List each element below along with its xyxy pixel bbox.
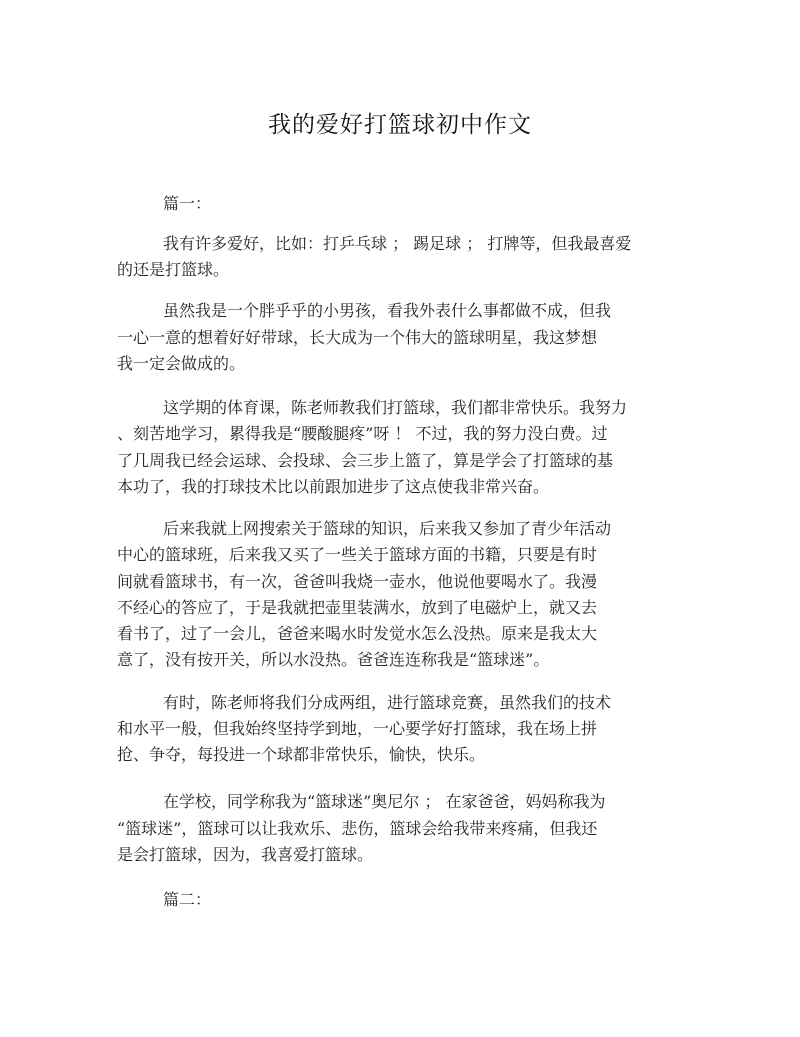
paragraph-1-line-2: 的还是打篮球。 [117, 260, 230, 279]
paragraph-4-line-2: 中心的篮球班，后来我又买了一些关于篮球方面的书籍，只要是有时 [117, 545, 598, 564]
document-title: 我的爱好打篮球初中作文 [268, 112, 532, 138]
paragraph-2-line-2: 一心一意的想着好好带球，长大成为一个伟大的篮球明星，我这梦想 [117, 328, 598, 347]
paragraph-6-line-3: 是会打篮球，因为，我喜爱打篮球。 [117, 845, 374, 864]
paragraph-2-line-1: 虽然我是一个胖乎乎的小男孩，看我外表什么事都做不成，但我 [163, 301, 612, 320]
paragraph-5-line-3: 抢、争夺，每投进一个球都非常快乐，愉快，快乐。 [117, 745, 486, 764]
paragraph-3-line-2: 、刻苦地学习，累得我是“腰酸腿疼”呀 ！ 不过，我的努力没白费。过 [117, 424, 608, 443]
section-label-1: 篇一： [163, 194, 212, 213]
paragraph-2-line-3: 我一定会做成的。 [117, 354, 246, 373]
paragraph-3-line-1: 这学期的体育课，陈老师教我们打篮球，我们都非常快乐。我努力 [163, 398, 628, 417]
paragraph-4-line-3: 间就看篮球书，有一次，爸爸叫我烧一壶水，他说他要喝水了。我漫 [117, 572, 598, 591]
paragraph-4-line-1: 后来我就上网搜索关于篮球的知识，后来我又参加了青少年活动 [163, 519, 612, 538]
paragraph-3-line-3: 了几周我已经会运球、会投球、会三步上篮了，算是学会了打篮球的基 [117, 451, 614, 470]
paragraph-6-line-1: 在学校，同学称我为“篮球迷”奥尼尔 ； 在家爸爸，妈妈称我为 [163, 792, 606, 811]
paragraph-4-line-6: 意了，没有按开关，所以水没热。爸爸连连称我是“篮球迷”。 [117, 650, 550, 669]
paragraph-4-line-5: 看书了，过了一会儿，爸爸来喝水时发觉水怎么没热。原来是我太大 [117, 624, 598, 643]
paragraph-5-line-2: 和水平一般，但我始终坚持学到地，一心要学好打篮球，我在场上拼 [117, 719, 598, 738]
section-label-2: 篇二： [163, 890, 212, 909]
paragraph-5-line-1: 有时，陈老师将我们分成两组，进行篮球竞赛，虽然我们的技术 [163, 693, 612, 712]
paragraph-1-line-1: 我有许多爱好，比如：打乒乓球 ； 踢足球 ； 打牌等，但我最喜爱 [163, 234, 632, 253]
paragraph-4-line-4: 不经心的答应了，于是我就把壶里装满水，放到了电磁炉上，就又去 [117, 598, 598, 617]
paragraph-3-line-4: 本功了，我的打球技术比以前跟加进步了这点使我非常兴奋。 [117, 477, 550, 496]
paragraph-6-line-2: “篮球迷”，篮球可以让我欢乐、悲伤，篮球会给我带来疼痛，但我还 [117, 819, 598, 838]
